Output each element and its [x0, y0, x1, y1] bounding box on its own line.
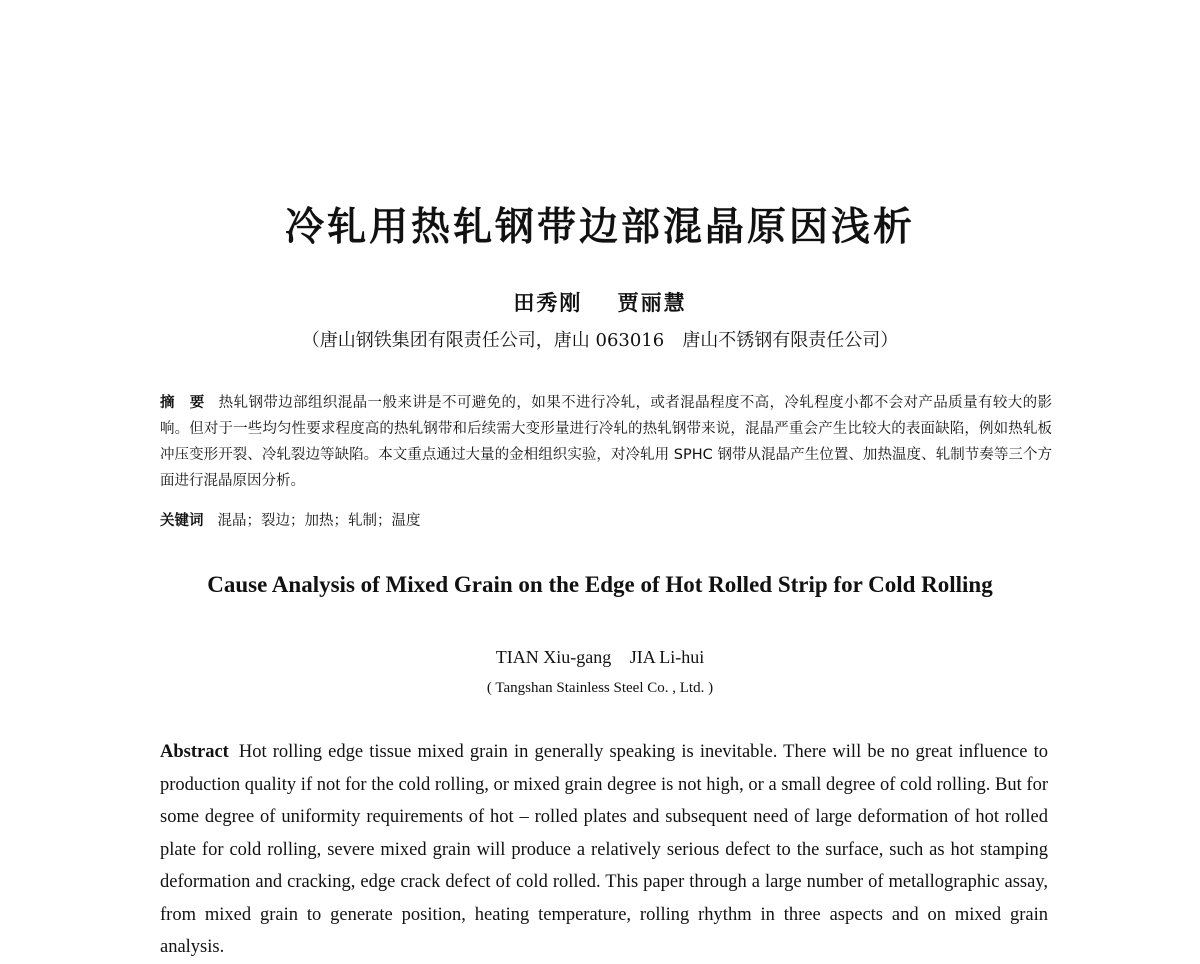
english-abstract	[160, 736, 1048, 964]
english-author-1: TIAN Xiu-gang	[495, 647, 612, 667]
english-title: Cause Analysis of Mixed Grain on the Edge of Hot Rolled Strip for Cold Rolling	[207, 572, 993, 597]
english-abstract-text: Hot rolling edge tissue mixed grain in generally speaking is inevitable. There will be no great influence to production quality if not for the cold rolling, or mixed grain degree is not high, or a small degree of cold rolling. But for some degree of uniformity requirements of hot – rolled plates and subsequent need of large deformation of hot rolled plate for cold rolling, severe mixed grain will produce a relatively serious defect to the surface, such as hot stamping deformation and cracking, edge crack defect of cold rolled. This paper through a large number of metallographic assay, from mixed grain to generate position, heating temperature, rolling rhythm in three aspects and on mixed grain analysis.	[160, 742, 1048, 957]
chinese-keywords-label: 关键词	[160, 513, 204, 529]
chinese-authors	[0, 287, 1200, 317]
english-authors	[0, 647, 1200, 668]
chinese-abstract-text: 热轧钢带边部组织混晶一般来讲是不可避免的，如果不进行冷轧，或者混晶程度不高，冷轧程度小都不会对产品质量有较大的影响。但对于一些均匀性要求程度高的热轧钢带和后续需大变形量进行冷轧的热轧钢带来说，混晶严重会产生比较大的表面缺陷，例如热轧板冲压变形开裂、冷轧裂边等缺陷。本文重点通过大量的金相组织实验，对冷轧用 SPHC 钢带从混晶产生位置、加热温度、轧制节奏等三个方面进行混晶原因分析。	[160, 395, 1053, 489]
chinese-affiliation: （唐山钢铁集团有限责任公司，唐山 063016 唐山不锈钢有限责任公司）	[301, 330, 899, 351]
english-abstract-label: Abstract	[160, 742, 229, 762]
chinese-author-1: 田秀刚	[513, 290, 583, 315]
chinese-keywords	[160, 508, 1052, 534]
chinese-title: 冷轧用热轧钢带边部混晶原因浅析	[284, 205, 915, 250]
chinese-abstract-label: 摘 要	[160, 395, 205, 411]
english-author-2: JIA Li-hui	[629, 647, 705, 667]
english-affiliation: ( Tangshan Stainless Steel Co. , Ltd. )	[486, 680, 714, 696]
chinese-author-2: 贾丽慧	[617, 290, 687, 315]
chinese-abstract	[160, 390, 1052, 494]
chinese-keywords-text: 混晶；裂边；加热；轧制；温度	[217, 513, 421, 529]
